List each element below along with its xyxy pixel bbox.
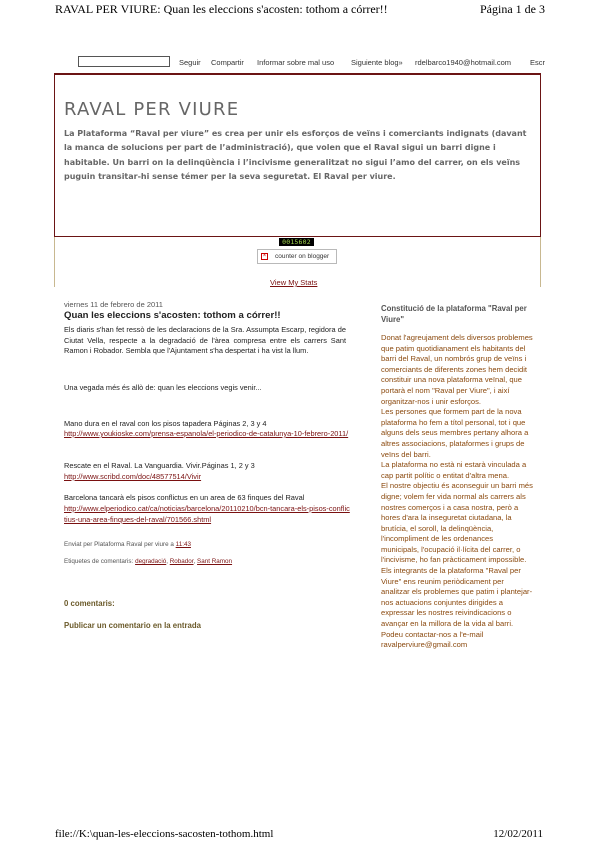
broken-image-icon: × <box>262 253 267 259</box>
label-link[interactable]: Robador <box>169 558 194 565</box>
news-link[interactable]: http://www.youkioske.com/prensa-espanola/el-periodico-de-catalunya-10-febrero-2011/ <box>64 429 349 438</box>
counter-badge-label: counter on blogger <box>275 253 330 260</box>
blog-description: La Plataforma “Raval per viure” es crea per unir els esforços de veïns i comerciants indignats (davant la manca de solucions per part de l’administració), que volen que el Raval sigui un barri digne i habitable. Un barri on la delinqüència i l’incivisme generalitzat no sigui l’amo del carrer, on els veïns puguin transitar-hi sense témer per la seva seguretat. El Raval per viure. <box>64 129 527 181</box>
frame-border-left <box>54 237 55 287</box>
post-paragraph: Els diaris s'han fet ressò de les declaracions de la Sra. Assumpta Escarp, regidora de Ciutat Vella, respecte a la degradació de l'àrea compresa entre els carrers Sant Ramon i Robador. Sembla que l'Ajuntament s'ha despertat i ha vist la llum. <box>64 325 346 356</box>
news-item-1-text: Mano dura en el raval con los pisos tapadera Páginas 2, 3 y 4 <box>64 419 267 428</box>
next-blog-link[interactable]: Siguiente blog» <box>351 58 403 67</box>
sidebar-paragraph: La plataforma no està ni estarà vinculada a cap partit polític o entitat d'altra mena. <box>381 460 527 480</box>
file-path: file://K:\quan-les-eleccions-sacosten-tothom.html <box>55 828 274 840</box>
post-time-link[interactable]: 11:43 <box>175 541 191 548</box>
print-date: 12/02/2011 <box>493 828 543 840</box>
news-item-3-text: Barcelona tancarà els pisos conflictus en un area de 63 finques del Raval <box>64 493 305 502</box>
news-item-1-link[interactable] <box>64 429 350 440</box>
blog-title[interactable]: RAVAL PER VIURE <box>64 99 240 120</box>
news-item-2-text: Rescate en el Raval. La Vanguardia. Vivir.Páginas 1, 2 y 3 <box>64 461 255 470</box>
comments-count: 0 comentaris: <box>64 599 115 608</box>
sidebar-paragraph: Els integrants de la plataforma "Raval per Viure" ens reunim periòdicament per analitzar els problemes que patim i plantejar-nos actuacions conjuntes dirigides a expressar les nostres reivindicacions o avançar en la millora de la vida al barri. <box>381 566 533 629</box>
user-email-link[interactable]: rdelbarco1940@hotmail.com <box>415 58 511 67</box>
news-item-3-link[interactable] <box>64 504 350 525</box>
report-abuse-link[interactable]: Informar sobre mal uso <box>257 58 335 67</box>
sidebar-text <box>381 333 533 651</box>
sidebar-paragraph: Podeu contactar-nos a l'e-mail ravalperviure@gmail.com <box>381 629 484 650</box>
news-link[interactable]: http://www.elperiodico.cat/ca/noticias/barcelona/20110210/bcn-tancara-els-pisos-conflictius-una-area-finques-del-raval/701566.shtml <box>64 504 350 524</box>
post-labels: Etiquetes de comentaris: degradació, Robador, Sant Ramon <box>64 558 233 565</box>
sidebar-paragraph: Donat l'agreujament dels diversos problemes que patim quotidianament els habitants del barri del Raval, un nombrós grup de veïns i comerciants de diferents zones hem decidit constituir una nova plataforma veïnal, que portarà el nom "Raval per Viure", i així organitzar-nos i unir esforços. <box>381 333 533 406</box>
write-link[interactable]: Escr <box>530 58 545 67</box>
news-item-2-link[interactable] <box>64 472 354 483</box>
sidebar-title: Constitució de la plataforma "Raval per Viure" <box>381 304 527 324</box>
print-header <box>55 2 545 18</box>
search-input[interactable] <box>78 56 170 67</box>
labels-prefix: Etiquetes de comentaris: <box>64 558 134 565</box>
post-author-line <box>64 541 191 548</box>
sidebar-paragraph: Les persones que formem part de la nova plataforma ho fem a títol personal, tot i que alguns dels seus membres pertany alhora a altres associacions, plataformes i grups de veïns del barri. <box>381 407 529 459</box>
view-stats-link[interactable]: View My Stats <box>270 278 318 287</box>
blog-header <box>54 73 541 237</box>
print-title: RAVAL PER VIURE: Quan les eleccions s'acosten: tothom a córrer!! <box>55 2 388 16</box>
post-body <box>64 325 346 357</box>
follow-link[interactable]: Seguir <box>179 58 201 67</box>
frame-border-right <box>540 237 541 287</box>
visitor-counter: 0015602 <box>279 238 314 246</box>
blogger-navbar <box>78 56 595 70</box>
post-date: viernes 11 de febrero de 2011 <box>64 300 163 309</box>
posted-by-label: Enviat per Plataforma Raval per viure a <box>64 541 174 548</box>
post-title[interactable]: Quan les eleccions s'acosten: tothom a córrer!! <box>64 310 281 321</box>
label-link[interactable]: Sant Ramon <box>197 558 233 565</box>
print-footer <box>55 828 543 842</box>
news-link[interactable]: http://www.scribd.com/doc/48577514/Vivir <box>64 472 202 481</box>
post-paragraph-2: Una vegada més és allò de: quan les eleccions vegis venir... <box>64 383 262 392</box>
label-link[interactable]: degradació <box>135 558 167 565</box>
counter-badge[interactable] <box>257 249 337 264</box>
page-number: Página 1 de 3 <box>480 2 545 16</box>
post-comment-link[interactable]: Publicar un comentario en la entrada <box>64 621 201 630</box>
share-link[interactable]: Compartir <box>211 58 244 67</box>
sidebar-paragraph: El nostre objectiu és aconseguir un barri més digne; volem fer vida normal als carrers als nostres comerços i a casa nostra, però a hores d'ara la inseguretat ciutadana, la brutícia, el soroll, la delinqüència, l'incompliment de les ordenances municipals, l'ocupació il·lícita del carrer, o l'incivisme, ho fan pràcticament impossible. <box>381 481 533 565</box>
